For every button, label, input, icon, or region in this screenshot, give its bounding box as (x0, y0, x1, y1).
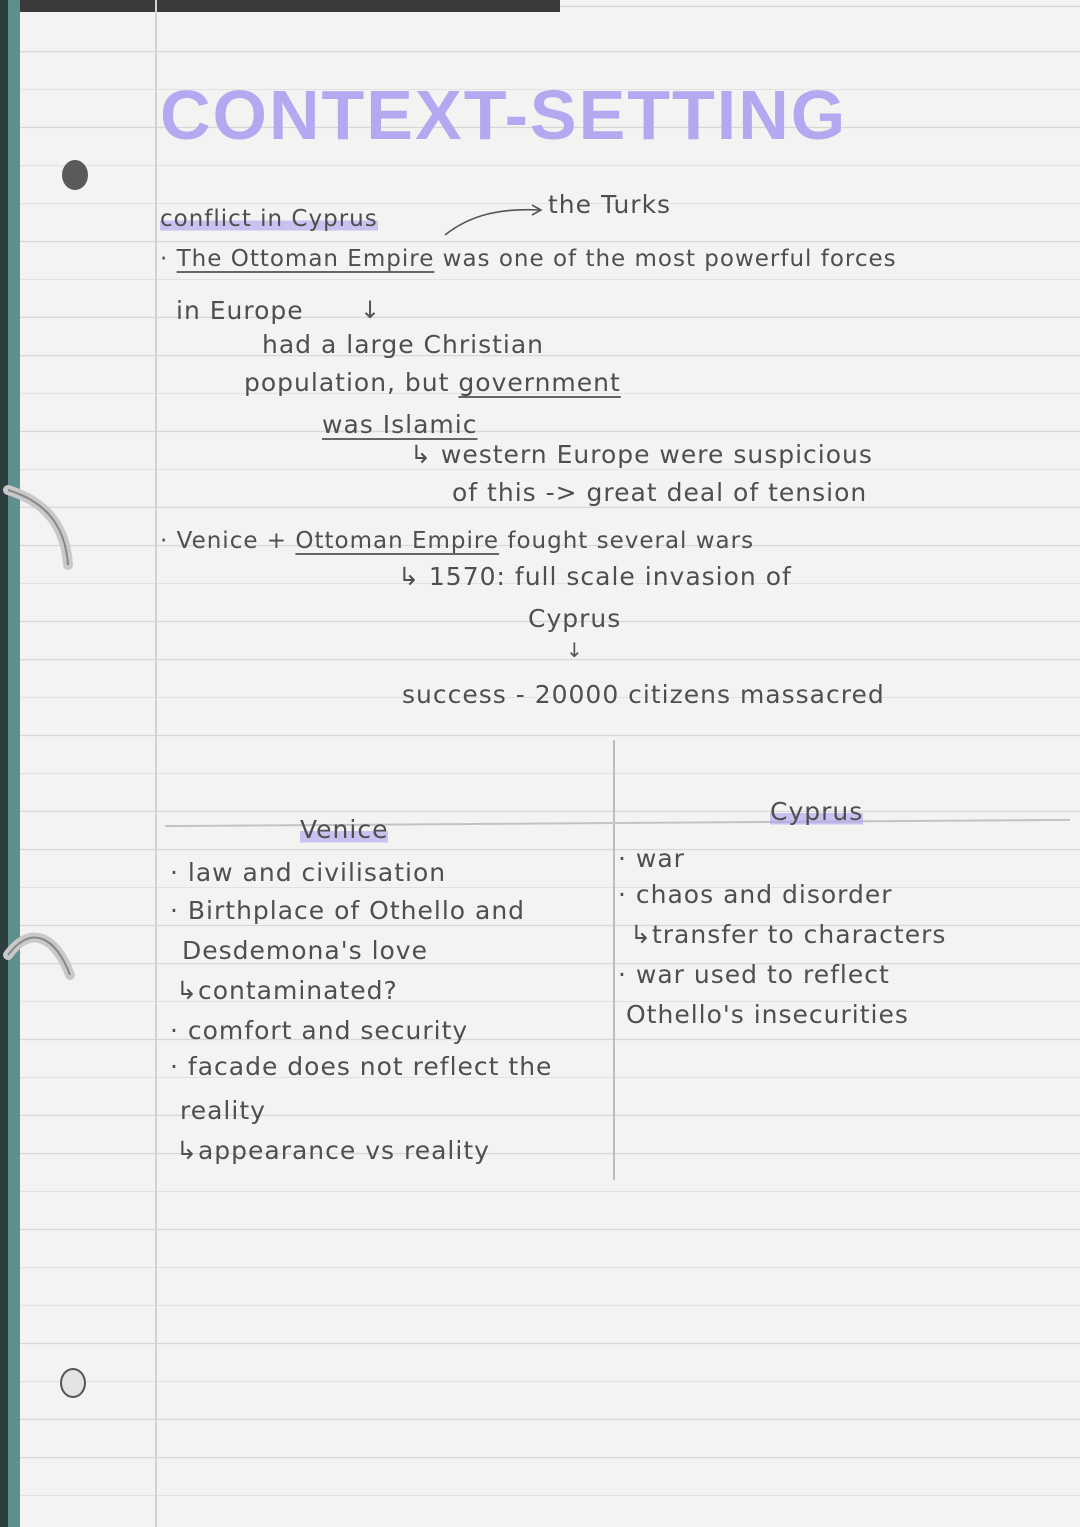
return-arrow-icon: ↳ (630, 920, 652, 949)
punch-hole-bottom (60, 1368, 86, 1398)
venice-wars-line-3: Cyprus (528, 604, 622, 633)
turks-note: the Turks (548, 190, 672, 219)
ottoman-line-1: · The Ottoman Empire was one of the most powerful forces (160, 246, 897, 272)
cyprus-item: ↳transfer to characters (630, 920, 947, 949)
binder-dark-edge (0, 0, 8, 1527)
punch-hole-top (62, 160, 88, 190)
binder-ring-upper (0, 480, 80, 570)
venice-header: Venice (300, 815, 389, 844)
cyprus-item: Othello's insecurities (626, 1000, 909, 1029)
binder-ring-lower (0, 895, 80, 985)
venice-wars-line-1: · Venice + Ottoman Empire fought several wars (160, 528, 755, 554)
venice-item: reality (180, 1096, 266, 1125)
ottoman-line-2: in Europe (176, 296, 304, 325)
table-divider-vertical (613, 740, 615, 1180)
venice-item: ↳appearance vs reality (176, 1136, 490, 1165)
ottoman-sub-5: of this -> great deal of tension (452, 478, 868, 507)
section-heading: conflict in Cyprus (160, 206, 378, 232)
venice-item: ↳contaminated? (176, 976, 398, 1005)
turks-arrow (440, 200, 550, 240)
venice-item: · Birthplace of Othello and (170, 896, 526, 925)
cyprus-item: · chaos and disorder (618, 880, 893, 909)
ottoman-sub-4: ↳ western Europe were suspicious (410, 440, 873, 469)
binder-teal-edge (8, 0, 20, 1527)
page-title: CONTEXT-SETTING (160, 76, 848, 154)
venice-item: Desdemona's love (182, 936, 428, 965)
cyprus-item: · war used to reflect (618, 960, 890, 989)
venice-item: · comfort and security (170, 1016, 469, 1045)
down-arrow-icon: ↓ (566, 638, 583, 662)
top-shadow-edge (0, 0, 560, 12)
ottoman-sub-2: population, but government (244, 368, 621, 397)
return-arrow-icon: ↳ (398, 562, 420, 591)
venice-wars-line-4: success - 20000 citizens massacred (402, 680, 885, 709)
cyprus-header: Cyprus (770, 797, 864, 826)
venice-item: · facade does not reflect the (170, 1052, 553, 1081)
down-arrow-icon: ↓ (360, 296, 381, 324)
return-arrow-icon: ↳ (176, 976, 198, 1005)
ottoman-sub-1: had a large Christian (262, 330, 545, 359)
venice-item: · law and civilisation (170, 858, 447, 887)
margin-line (155, 0, 157, 1527)
return-arrow-icon: ↳ (176, 1136, 198, 1165)
venice-wars-line-2: ↳ 1570: full scale invasion of (398, 562, 792, 591)
cyprus-item: · war (618, 844, 685, 873)
return-arrow-icon: ↳ (410, 440, 432, 469)
ottoman-sub-3: was Islamic (322, 410, 478, 439)
